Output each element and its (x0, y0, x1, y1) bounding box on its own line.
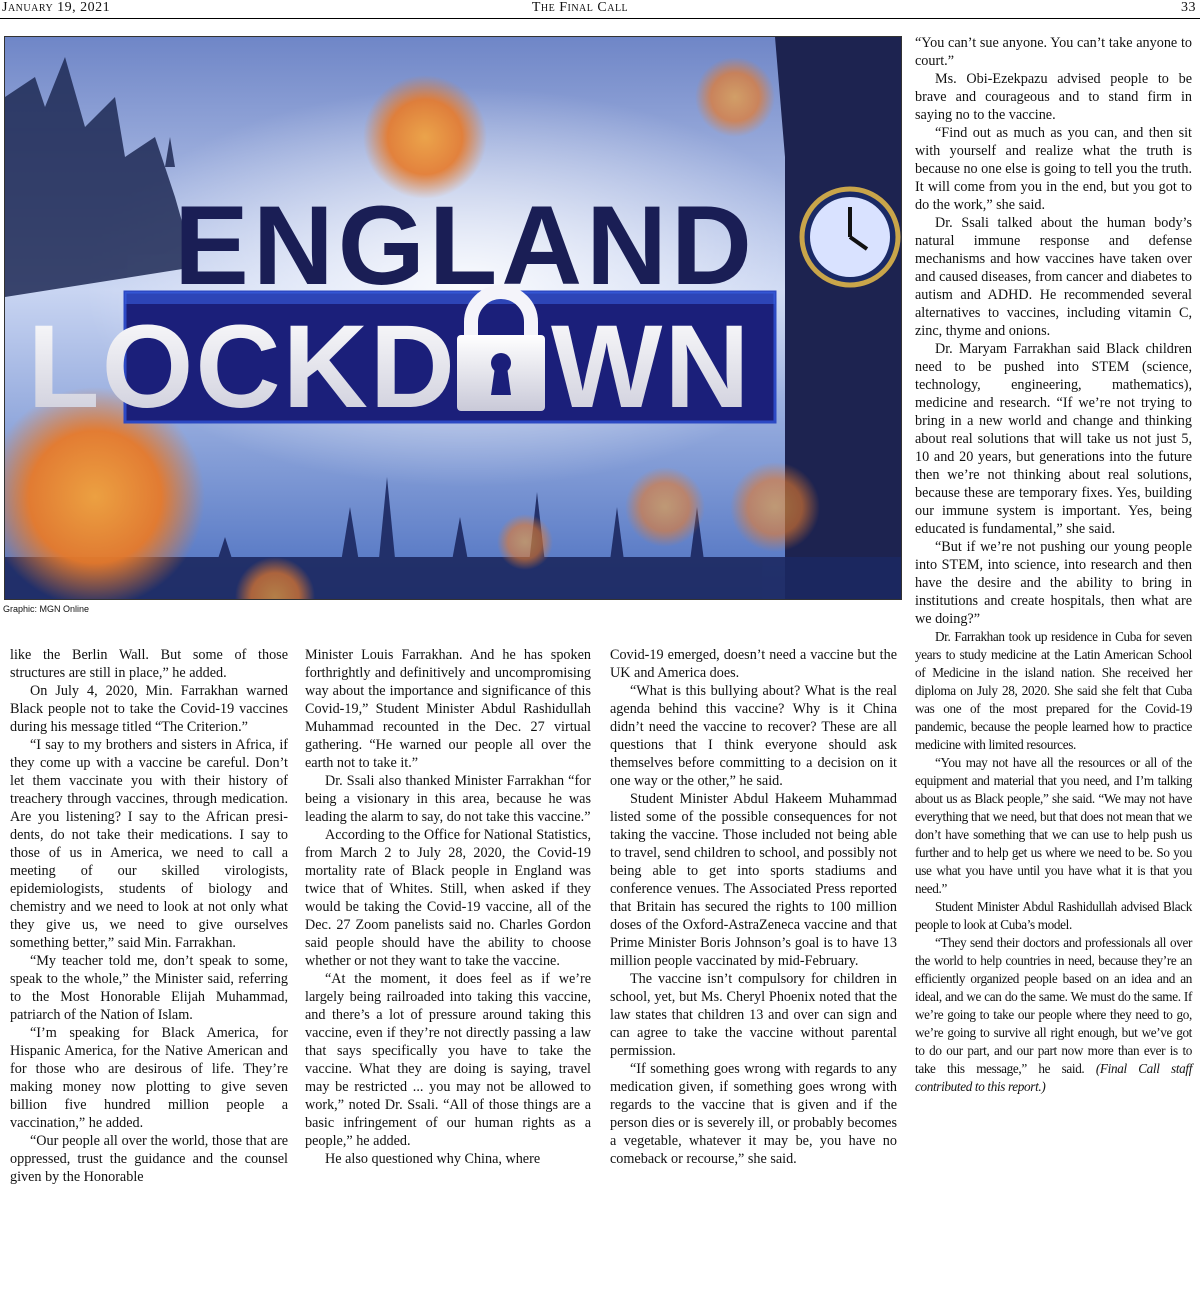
paragraph: Ms. Obi-Ezekpazu advised people to be brave and courageous and to stand firm in saying no to the vaccine. (915, 71, 1192, 123)
paragraph (915, 934, 1192, 1096)
headline-line-2-left: LOCKD (27, 301, 457, 433)
paragraph: Student Minister Abdul Hakeem Muhammad listed some of the possible consequences for not taking the vaccine. Those included not being able to travel, send children to school, and possibly not being able to get into sports stadiums and conference venues. The Associated Press reported that Britain has secured the rights to 100 million doses of the Oxford-AstraZeneca vaccine and that Prime Minister Boris Johnson’s goal is to have 13 million people vaccinated by mid-February. (610, 791, 897, 969)
paragraph: like the Berlin Wall. But some of those structures are still in place,” he added. (10, 647, 288, 681)
paragraph: According to the Office for National Statistics, from March 2 to July 28, 2020, the Covid-19 mortality rate of Black people in England was twice that of Whites. Still, when asked if they would be taking the Covid-19 vaccine, all of the Dec. 27 Zoom panelists said no. Charles Gordon said people should have the ability to choose whether or not they want to take the vaccine. (305, 827, 591, 969)
paragraph: Dr. Ssali also thanked Minister Farrakhan “for being a visionary in this area, because he was leading the alarm to say, do not take this vaccine.” (305, 773, 591, 825)
paragraph: Dr. Ssali talked about the human body’s natural immune response and defense mechanisms and how vaccines have taken over and caused diseases, from cancer and diabetes to autism and ADHD. He recommended several alternatives to vaccines, including vitamin C, zinc, thyme and onions. (915, 215, 1192, 339)
paragraph: “What is this bullying about? What is the real agenda behind this vaccine? Why is it China didn’t need the vaccine to recover? These are all questions that I think everyone should ask themselves before committing to a decision on it one way or the other,” he said. (610, 683, 897, 789)
headline-line-2-right: WN (551, 301, 752, 433)
paragraph: He also questioned why China, where (325, 1151, 541, 1167)
article-column-3 (610, 646, 897, 1168)
staff-credit-note: (Final Call staff contributed to this report.) (915, 1061, 1193, 1094)
paragraph: “You can’t sue anyone. You can’t take anyone to court.” (915, 35, 1192, 69)
paragraph: “I say to my brothers and sisters in Africa, if they come up with a vaccine be careful. Don’t let them vaccinate you with their history of treachery through vaccines, through medication. Are you listening? I say to the African presidents, do not take their medications. I say to those of us in America, we need to call a meeting of our skilled virologists, epidemiologists, students of biology and chemistry and we need to look at not only what they give us, we need to give ourselves something better,” said Min. Farrakhan. (10, 737, 288, 951)
article-column-4 (915, 34, 1192, 1096)
england-lockdown-graphic (4, 36, 902, 600)
paragraph: Minister Louis Farrakhan. And he has spoken forthrightly and definitively and uncompromising way about the importance and significance of this Covid-19,” Student Minister Abdul Rashidullah Muhammad recounted in the Dec. 27 virtual gathering. “He warned our people all over the earth not to take it.” (305, 647, 591, 771)
article-column-1 (10, 646, 288, 1186)
page-number: 33 (1181, 0, 1196, 15)
paragraph: “You may not have all the resources or all of the equipment and material that you need, and I’m talking about us as Black people,” she said. “We may not have everything that we need, but that does not mean that we don’t have something that we can use to help push us further and to help get us where we need to be. So you use what you have until you have what it is that you need.” (915, 755, 1192, 896)
paragraph: “At the moment, it does feel as if we’re largely being railroaded into taking this vaccine, and there’s a lot of pressure around taking this vaccine, even if they’re not directly passing a law that says specifically you have to take the vaccine. What they are doing is saying, travel may be restricted ... you may not be allowed to work,” noted Dr. Ssali. “All of those things are a basic infringement of our human rights as a people,” he added. (305, 971, 591, 1149)
paragraph: “But if we’re not pushing our young people into STEM, into science, into research and then have the desire and the ability to bring in institutions and create hospitals, then what are we doing?” (915, 539, 1192, 627)
article-column-2 (305, 646, 591, 1168)
paragraph: “My teacher told me, don’t speak to some, speak to the whole,” the Minister said, referring to the Most Honorable Elijah Muhammad, patriarch of the Nation of Islam. (10, 953, 288, 1023)
paragraph: Dr. Maryam Farrakhan said Black children need to be pushed into STEM (science, technology, engineering, mathematics), medicine and research. “If we’re not trying to bring in a new world and change and thinking about real solutions that will take us not just 5, 10 and 20 years, but generations into the future then we’re not thinking about real solutions, because these are temporary fixes. Yes, building our immune system is important. Yes, being educated is fundamental,” she said. (915, 341, 1192, 537)
headline-line-1: ENGLAND (174, 183, 756, 308)
paragraph: Student Minister Abdul Rashidullah advised Black people to look at Cuba’s model. (915, 899, 1192, 932)
paragraph: The vaccine isn’t compulsory for children in school, yet, but Ms. Cheryl Phoenix noted that the law states that children 13 and over can sign and can agree to take the vaccine without parental permission. (610, 971, 897, 1059)
paragraph: “If something goes wrong with regards to any medication given, if something goes wrong with regards to the vaccine that is given and if the person dies or is severely ill, or probably becomes a vegetable, whatever it may be, you have no comeback or recourse,” she said. (610, 1061, 897, 1167)
paragraph: “I’m speaking for Black America, for Hispanic America, for the Native American and for those who are desirous of life. They’re making money now plotting to give seven billion five hundred million people a vaccination,” he added. (10, 1025, 288, 1131)
paragraph: Covid-19 emerged, doesn’t need a vaccine but the UK and America does. (610, 647, 897, 681)
paragraph: On July 4, 2020, Min. Farrakhan warned Black people not to take the Covid-19 vaccines during his message titled “The Criterion.” (10, 683, 288, 735)
paragraph: “Our people all over the world, those that are oppressed, trust the guidance and the counsel given by the Honorable (10, 1133, 288, 1185)
issue-date: January 19, 2021 (2, 0, 111, 15)
closing-quote: “They send their doctors and professionals all over the world to help countries in need, because they’re an efficiently organized people based on an idea and an ideal, and we can do the same. We must do the same. If we’re going to take our people where they need to go, we’re going to survive all right enough, but we’ve got to do our part, and our part now more than ever is to take this message,” he said. (915, 935, 1192, 1076)
paragraph: Dr. Farrakhan took up residence in Cuba for seven years to study medicine at the Latin American School of Medicine in the island nation. She received her diploma on July 28, 2020. She said she felt that Cuba was one of the most prepared for the Covid-19 pandemic, because the people learned how to practice medicine with limited resources. (915, 629, 1192, 752)
publication-name: The Final Call (531, 0, 629, 15)
paragraph: “Find out as much as you can, and then sit with yourself and realize what the truth is because no one else is going to tell you the truth. It will come from you in the end, but you got to do the work,” she said. (915, 125, 1192, 213)
page-header (0, 0, 1200, 19)
photo-credit: Graphic: MGN Online (3, 604, 90, 614)
dense-text-block (915, 628, 1192, 1096)
